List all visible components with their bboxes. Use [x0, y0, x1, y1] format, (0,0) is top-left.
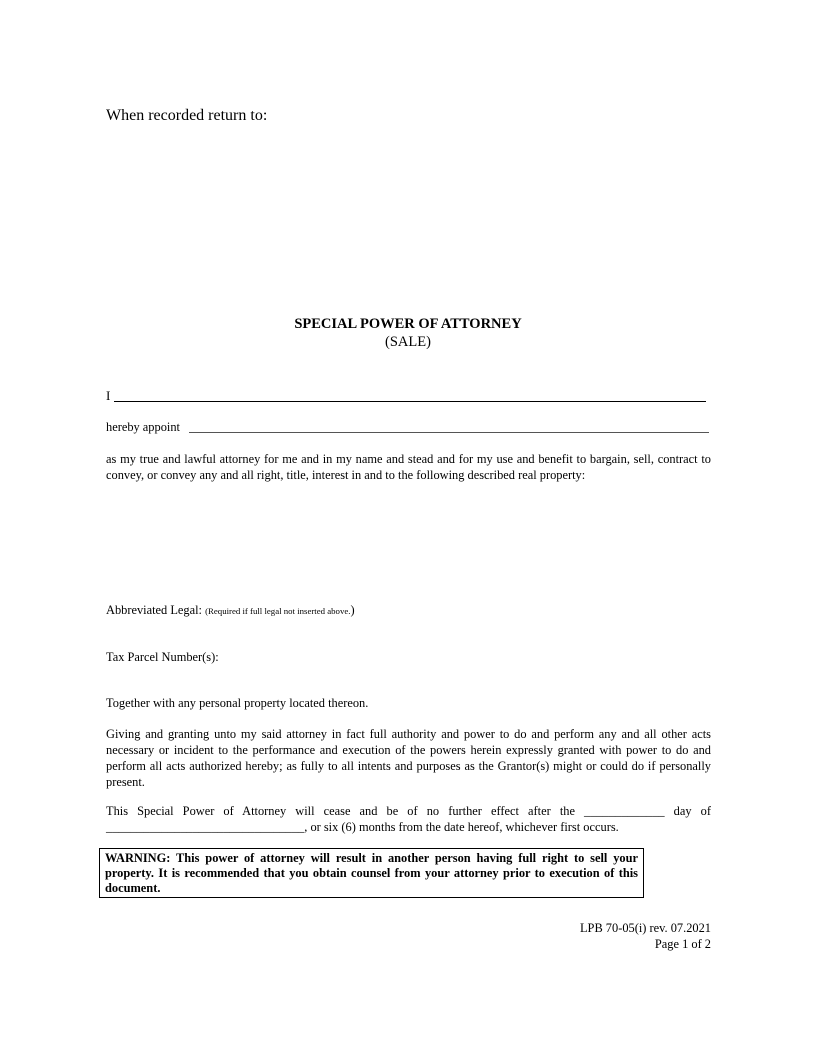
footer [580, 920, 711, 952]
authority-clause: Giving and granting unto my said attorney in fact full authority and power to do and perform any and all other acts necessary or incident to the performance and execution of the powers herein expressly granted with power to do and perform all acts authorized hereby; as fully to all intents and purposes as the Grantor(s) might or could do if personally present. [106, 727, 711, 789]
expiration-clause [106, 803, 711, 835]
appoint-label: hereby appoint [106, 420, 180, 434]
expiration-line-2: ________________________________, or six (6) months from the date hereof, whichever first occurs. [106, 820, 619, 834]
abbreviated-legal-note: (Required if full legal not inserted above. [205, 606, 351, 616]
tax-parcel-label: Tax Parcel Number(s): [106, 650, 219, 664]
form-number: LPB 70-05(i) rev. 07.2021 [579, 921, 711, 935]
attorney-name-field[interactable] [189, 432, 709, 433]
document-title: SPECIAL POWER OF ATTORNEY [294, 316, 522, 332]
expiration-line-1: This Special Power of Attorney will cease and be of no further effect after the _____________ day of [106, 804, 711, 818]
abbreviated-legal-close: ) [350, 603, 355, 617]
grantor-name-field[interactable] [114, 401, 706, 402]
warning-box: WARNING: This power of attorney will result in another person having full right to sell your property. It is recommended that you obtain counsel from your attorney prior to execution of this document. [99, 848, 644, 898]
abbreviated-legal-label [106, 603, 355, 618]
personal-property-clause: Together with any personal property located thereon. [106, 696, 369, 710]
attorney-clause: as my true and lawful attorney for me and in my name and stead and for my use and benefit to bargain, sell, contract to convey, or convey any and all right, title, interest in and to the following described real property: [106, 452, 711, 482]
grantor-label: I [106, 388, 111, 403]
document-subtitle: (SALE) [385, 334, 431, 350]
return-to-label: When recorded return to: [106, 107, 268, 124]
abbreviated-legal-text: Abbreviated Legal: [106, 603, 206, 617]
page-number: Page 1 of 2 [654, 937, 711, 951]
